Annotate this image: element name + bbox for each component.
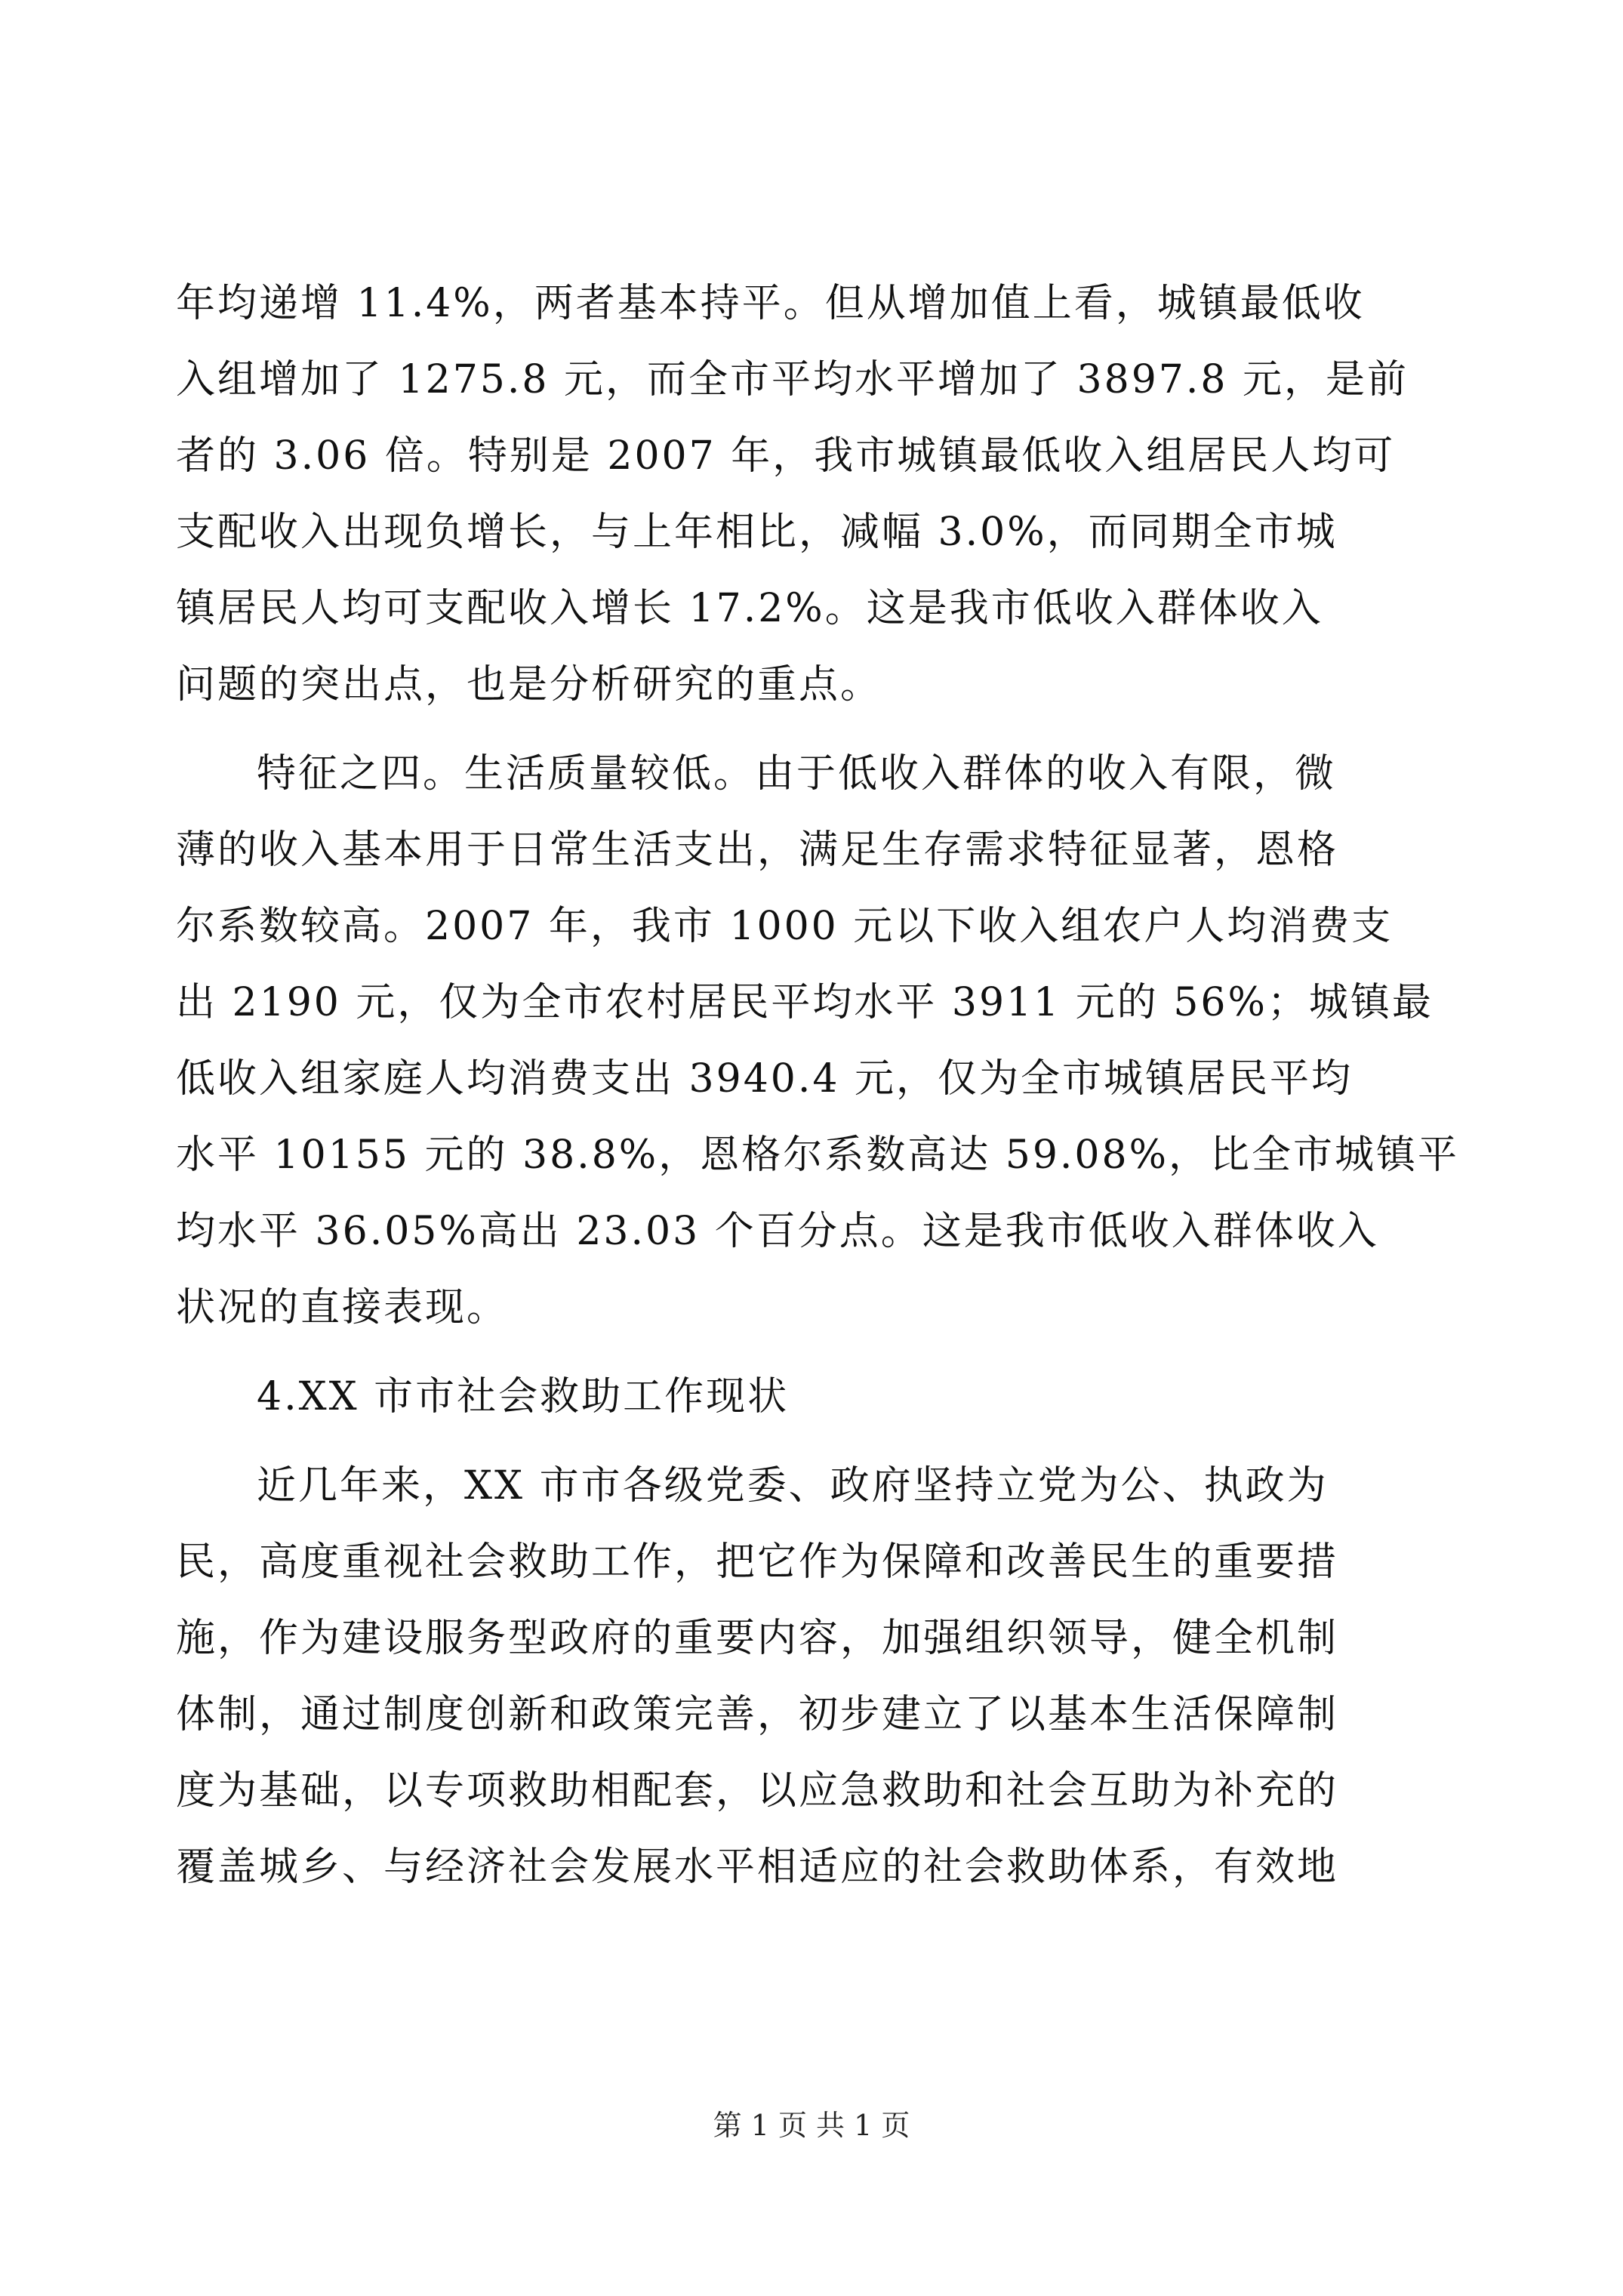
text-line: 度为基础，以专项救助相配套，以应急救助和社会互助为补充的 [176,1768,1339,1814]
paragraph-first-line: 近几年来，XX 市市各级党委、政府坚持立党为公、执政为 [257,1463,1329,1509]
text-line: 覆盖城乡、与经济社会发展水平相适应的社会救助体系，有效地 [176,1845,1339,1890]
page-number-footer: 第 1 页 共 1 页 [713,2109,910,2142]
text-line: 体制，通过制度创新和政策完善，初步建立了以基本生活保障制 [176,1692,1339,1737]
text-line: 均水平 36.05%高出 23.03 个百分点。这是我市低收入群体收入 [176,1209,1379,1254]
paragraph-first-line: 特征之四。生活质量较低。由于低收入群体的收入有限，微 [257,751,1337,797]
text-line: 问题的突出点，也是分析研究的重点。 [176,662,882,707]
text-line: 出 2190 元，仅为全市农村居民平均水平 3911 元的 56%；城镇最 [176,980,1434,1025]
text-line: 状况的直接表现。 [176,1285,509,1330]
text-line: 镇居民人均可支配收入增长 17.2%。这是我市低收入群体收入 [176,586,1323,631]
text-line: 支配收入出现负增长，与上年相比，减幅 3.0%，而同期全市城 [176,510,1338,555]
text-line: 薄的收入基本用于日常生活支出，满足生存需求特征显著，恩格 [176,827,1339,873]
section-heading: 4.XX 市市社会救助工作现状 [257,1374,790,1419]
text-line: 民，高度重视社会救助工作，把它作为保障和改善民生的重要措 [176,1539,1339,1585]
text-line: 施，作为建设服务型政府的重要内容，加强组织领导，健全机制 [176,1616,1339,1661]
text-line: 者的 3.06 倍。特别是 2007 年，我市城镇最低收入组居民人均可 [176,433,1396,479]
text-line: 尔系数较高。2007 年，我市 1000 元以下收入组农户人均消费支 [176,904,1394,949]
text-line: 低收入组家庭人均消费支出 3940.4 元，仅为全市城镇居民平均 [176,1056,1354,1102]
text-line: 年均递增 11.4%，两者基本持平。但从增加值上看，城镇最低收 [176,281,1365,326]
text-line: 入组增加了 1275.8 元，而全市平均水平增加了 3897.8 元，是前 [176,357,1409,402]
text-line: 水平 10155 元的 38.8%，恩格尔系数高达 59.08%，比全市城镇平 [176,1133,1460,1178]
